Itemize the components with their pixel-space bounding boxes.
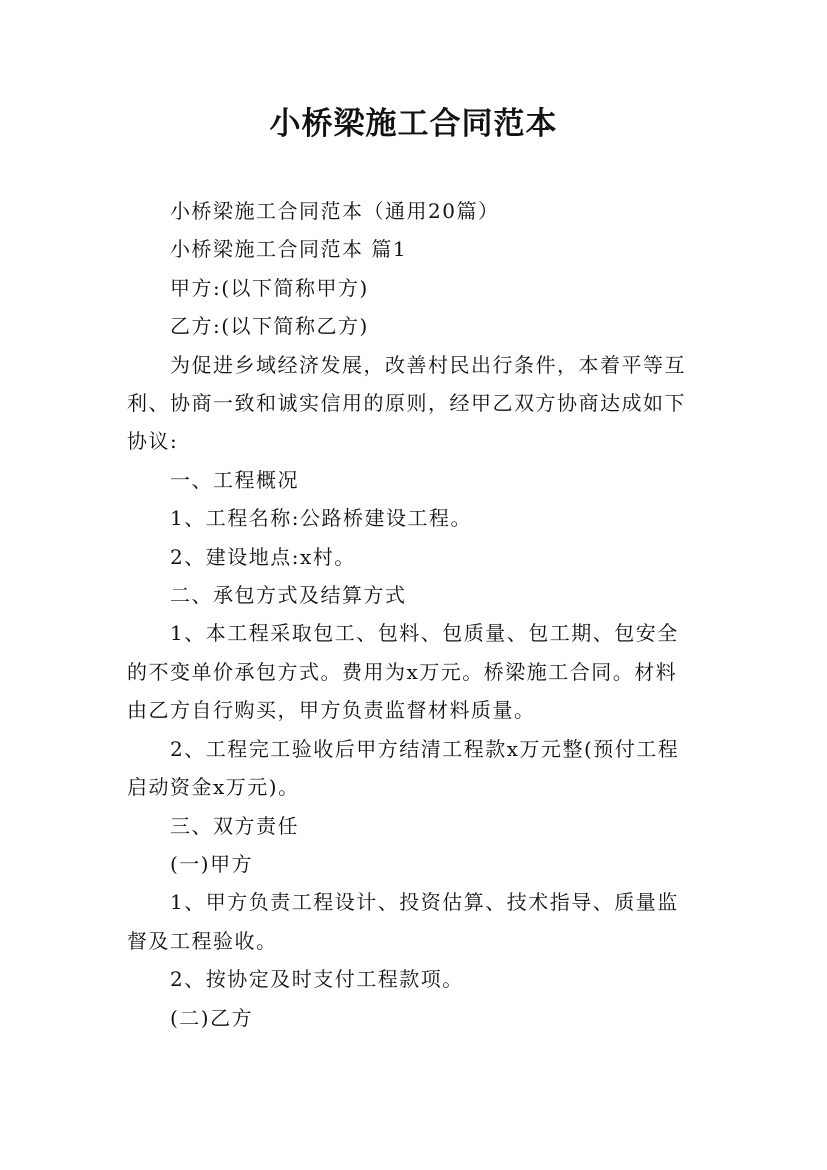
- clause-item-2-1-line-1: 1、本工程采取包工、包料、包质量、包工期、包安全: [170, 621, 679, 646]
- clause-item-2-2-line-2: 启动资金x万元)。: [127, 775, 300, 800]
- sub-heading-party-a: (一)甲方: [170, 851, 254, 876]
- subtitle-line: 小桥梁施工合同范本（通用20篇）: [170, 199, 500, 223]
- clause-item-3-2: 2、按协定及时支付工程款项。: [170, 967, 464, 992]
- document-title: 小桥梁施工合同范本: [269, 106, 558, 142]
- clause-item-3-1-line-1: 1、甲方负责工程设计、投资估算、技术指导、质量监: [170, 890, 679, 915]
- clause-item-1-2: 2、建设地点:x村。: [170, 544, 356, 569]
- preamble-line-1: 为促进乡域经济发展，改善村民出行条件，本着平等互: [170, 352, 686, 377]
- party-b-line: 乙方:(以下简称乙方): [170, 314, 369, 339]
- clause-heading-3: 三、双方责任: [170, 813, 299, 838]
- clause-heading-2: 二、承包方式及结算方式: [170, 583, 407, 608]
- document-body: [127, 192, 705, 1037]
- clause-item-1-1: 1、工程名称:公路桥建设工程。: [170, 506, 472, 531]
- preamble-line-2: 利、协商一致和诚实信用的原则，经甲乙双方协商达成如下: [127, 391, 686, 416]
- clause-heading-1: 一、工程概况: [170, 467, 299, 492]
- preamble-line-3: 协议:: [127, 429, 179, 454]
- clause-item-2-1-line-2: 的不变单价承包方式。费用为x万元。桥梁施工合同。材料: [127, 659, 678, 684]
- sub-heading-party-b: (二)乙方: [170, 1005, 254, 1030]
- clause-item-2-1-line-3: 由乙方自行购买，甲方负责监督材料质量。: [127, 698, 536, 723]
- party-a-line: 甲方:(以下简称甲方): [170, 275, 369, 300]
- clause-item-3-1-line-2: 督及工程验收。: [127, 928, 278, 953]
- section-heading-part1: 小桥梁施工合同范本 篇1: [170, 237, 408, 262]
- clause-item-2-2-line-1: 2、工程完工验收后甲方结清工程款x万元整(预付工程: [170, 736, 680, 761]
